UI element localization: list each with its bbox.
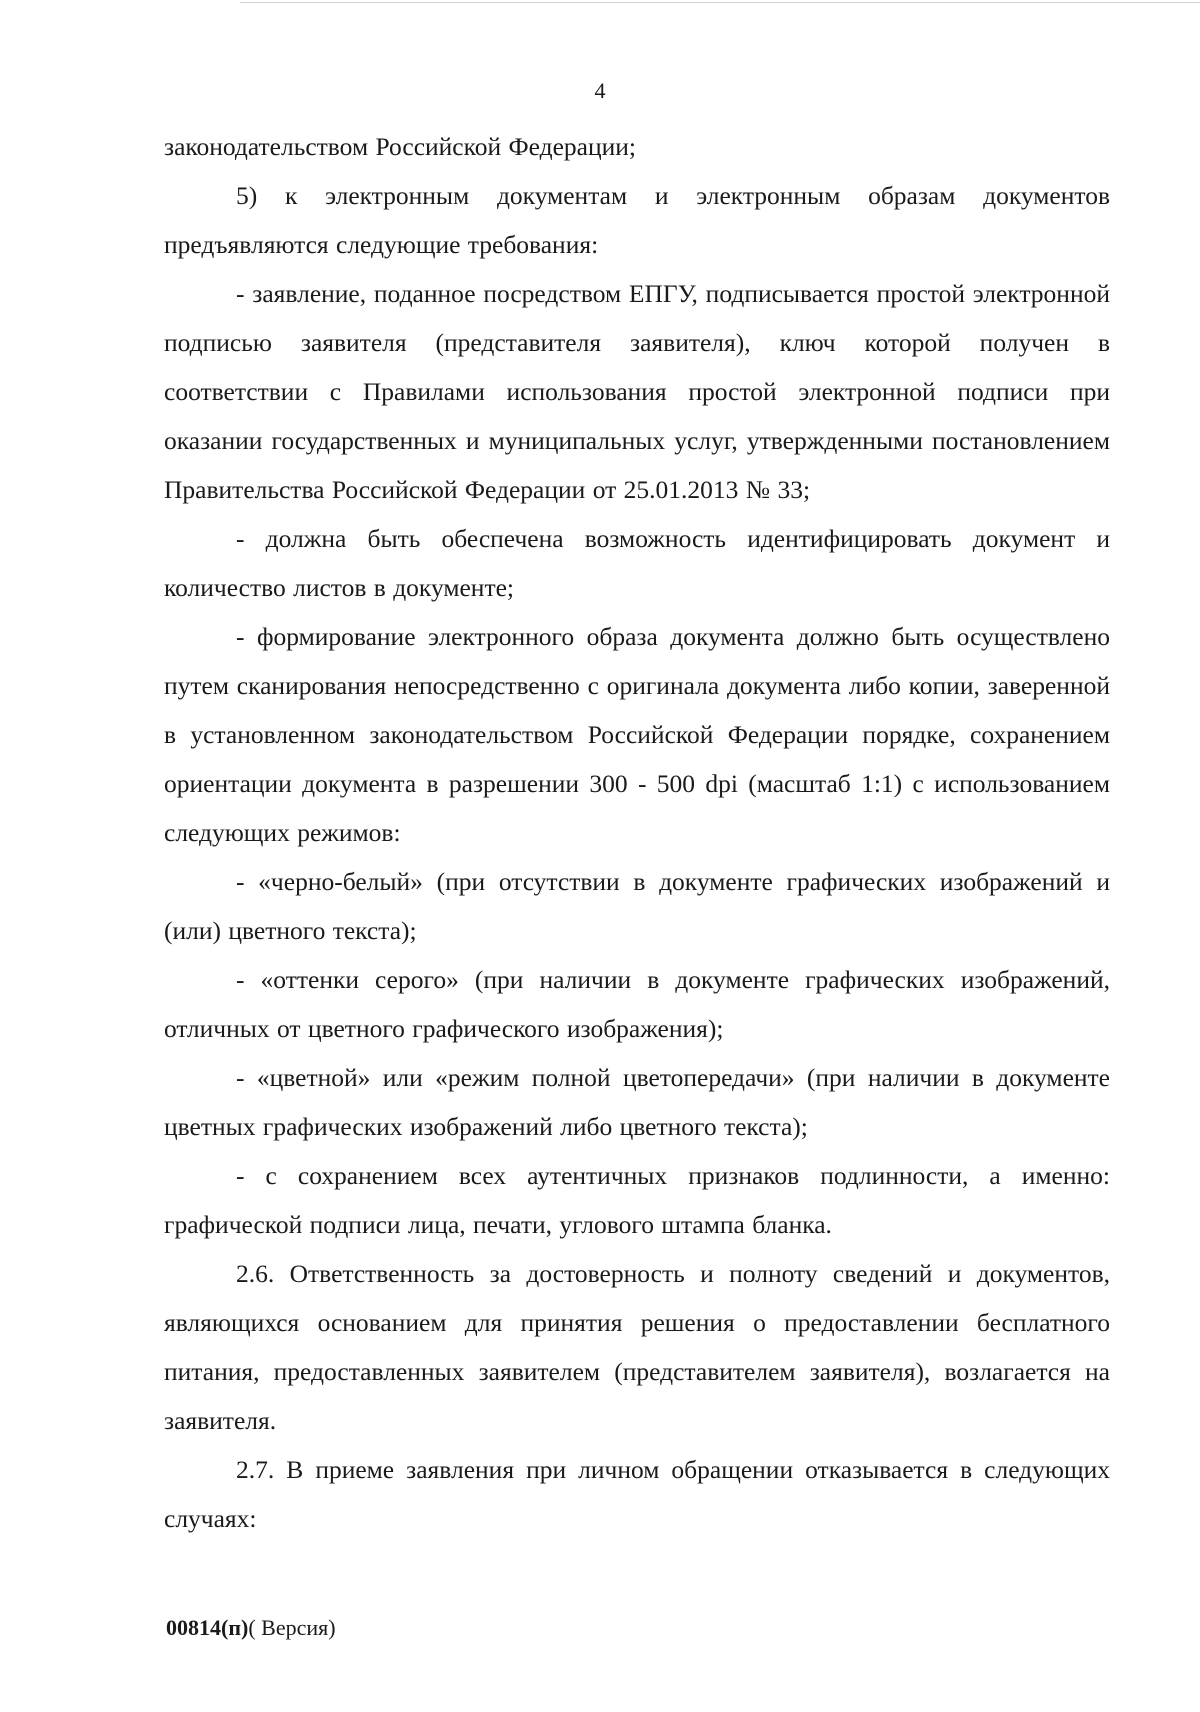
scan-edge-line xyxy=(240,2,1200,3)
paragraph-mode-bw: - «черно-белый» (при отсутствии в документе графических изображений и (или) цветного текста); xyxy=(164,867,1110,945)
document-version: ( Версия) xyxy=(248,1615,336,1640)
paragraph-authenticity: - с сохранением всех аутентичных признаков подлинности, а именно: графической подписи лица, печати, углового штампа бланка. xyxy=(164,1161,1110,1239)
paragraph-continuation: законодательством Российской Федерации; xyxy=(164,132,637,161)
paragraph-requirement-identification: - должна быть обеспечена возможность идентифицировать документ и количество листов в документе; xyxy=(164,524,1110,602)
paragraph-requirement-scanning: - формирование электронного образа документа должно быть осуществлено путем сканирования непосредственно с оригинала документа либо копии, заверенной в установленном законодательством Российской Федерации порядке, сохранением ориентации документа в разрешении 300 - 500 dpi (масштаб 1:1) с использованием следующих режимов: xyxy=(164,622,1110,847)
page-number: 4 xyxy=(594,78,606,103)
paragraph-item-5: 5) к электронным документам и электронным образам документов предъявляются следующие требования: xyxy=(164,181,1110,259)
document-footer-id xyxy=(166,1615,336,1641)
paragraph-section-2-6: 2.6. Ответственность за достоверность и полноту сведений и документов, являющихся основанием для принятия решения о предоставлении бесплатного питания, предоставленных заявителем (представителем заявителя), возлагается на заявителя. xyxy=(164,1259,1110,1435)
paragraph-mode-color: - «цветной» или «режим полной цветопередачи» (при наличии в документе цветных графических изображений либо цветного текста); xyxy=(164,1063,1110,1141)
paragraph-section-2-7: 2.7. В приеме заявления при личном обращении отказывается в следующих случаях: xyxy=(164,1455,1110,1533)
paragraph-requirement-signature: - заявление, поданное посредством ЕПГУ, подписывается простой электронной подписью заявителя (представителя заявителя), ключ которой получен в соответствии с Правилами использования простой электронной подписи при оказании государственных и муниципальных услуг, утвержденными постановлением Правительства Российской Федерации от 25.01.2013 № 33; xyxy=(164,279,1110,504)
document-code: 00814(п) xyxy=(166,1615,249,1640)
paragraph-mode-grayscale: - «оттенки серого» (при наличии в документе графических изображений, отличных от цветного графического изображения); xyxy=(164,965,1110,1043)
document-body xyxy=(164,122,1110,1543)
